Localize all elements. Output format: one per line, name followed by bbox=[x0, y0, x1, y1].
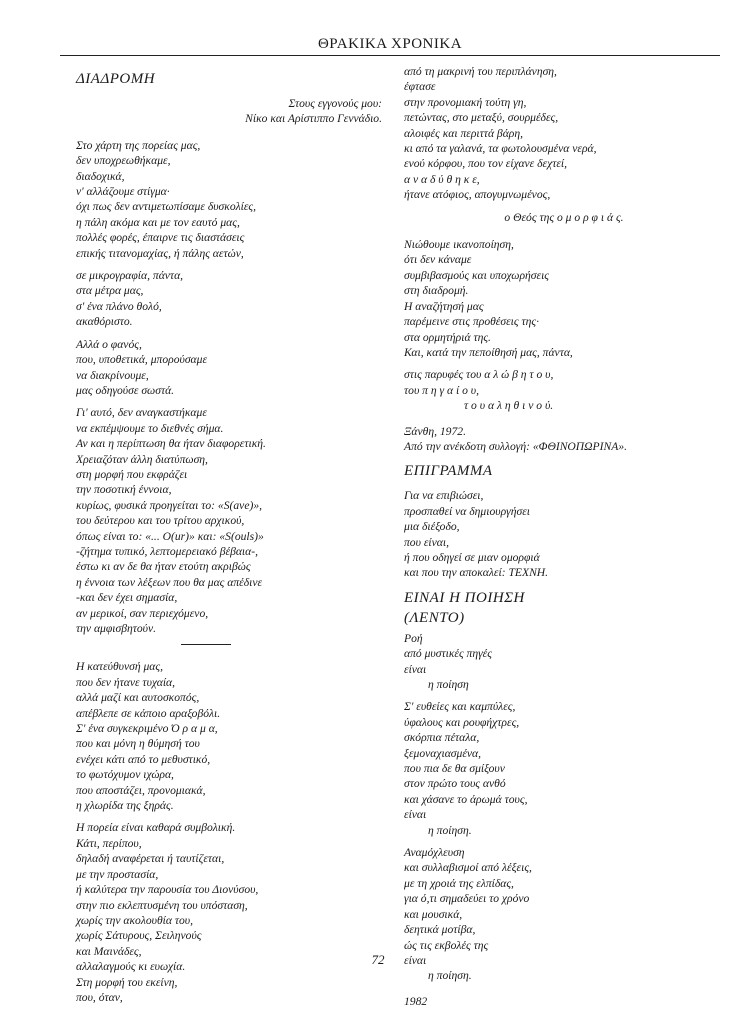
verse-line: απέβλεπε σε κάποιο αραξοβόλι. bbox=[76, 706, 221, 720]
verse-line: Ροή bbox=[404, 631, 423, 645]
stanza-spaced bbox=[404, 367, 724, 413]
stanza bbox=[76, 138, 382, 261]
verse-line: σκόρπια πέταλα, bbox=[404, 731, 480, 745]
poem-year: 1982 bbox=[404, 994, 428, 1008]
verse-line: αν μερικοί, σαν περιεχόμενο, bbox=[76, 606, 209, 620]
verse-line: του δεύτερου και του τρίτου αρχικού, bbox=[76, 514, 245, 528]
refrain: η ποίηση. bbox=[428, 969, 472, 983]
verse-line: με τη χροιά της ελπίδας, bbox=[404, 876, 514, 890]
verse-line: σε μικρογραφία, πάντα, bbox=[76, 269, 184, 283]
stanza bbox=[404, 699, 724, 838]
verse-line: την ποσοτική έννοια, bbox=[76, 483, 172, 497]
stanza bbox=[76, 268, 382, 330]
verse-line: ξεμοναχιασμένα, bbox=[404, 746, 482, 760]
verse-line: επικής τιτανομαχίας, ή πάλης αετών, bbox=[76, 246, 244, 260]
verse-line: Αναμόχλευση bbox=[404, 846, 465, 860]
verse-line: Σ' ένα συγκεκριμένο Ό ρ α μ α, bbox=[76, 722, 218, 736]
verse-line: Ξάνθη, 1972. bbox=[404, 424, 466, 438]
verse-line: διαδοχικά, bbox=[76, 169, 125, 183]
verse-line: α ν α δ ύ θ η κ ε, bbox=[404, 172, 480, 186]
verse-line: -ζήτημα τυπικό, λεπτομερειακό βέβαια-, bbox=[76, 544, 258, 558]
verse-line: είναι bbox=[404, 808, 427, 822]
verse-line: και συλλαβισμοί από λέξεις, bbox=[404, 861, 532, 875]
verse-line: μας οδηγούσε σωστά. bbox=[76, 383, 175, 397]
verse-line: όχι πως δεν αντιμετωπίσαμε δυσκολίες, bbox=[76, 200, 257, 214]
verse-line: Από την ανέκδοτη συλλογή: «ΦΘΙΝΟΠΩΡΙΝΑ». bbox=[404, 439, 628, 453]
verse-line: Νιώθουμε ικανοποίηση, bbox=[404, 238, 514, 252]
verse-line: Κάτι, περίπου, bbox=[76, 836, 142, 850]
verse-line: Και, κατά την πεποίθησή μας, πάντα, bbox=[404, 345, 573, 359]
verse-line: αλλά μαζί και αυτοσκοπός, bbox=[76, 691, 200, 705]
section-divider bbox=[181, 644, 231, 645]
verse-line: για ό,τι σημαδεύει το χρόνο bbox=[404, 892, 530, 906]
verse-line: μια διέξοδο, bbox=[404, 520, 460, 534]
verse-line: τ ο υ α λ η θ ι ν ο ύ. bbox=[464, 399, 554, 413]
verse-line: και Μαινάδες, bbox=[76, 944, 142, 958]
verse-line: στα ορμητήριά της. bbox=[404, 330, 491, 344]
verse-line: στην προνομιακή τούτη γη, bbox=[404, 95, 527, 109]
verse-line: Στο χάρτη της πορείας μας, bbox=[76, 138, 201, 152]
verse-line: και που την αποκαλεί: ΤΕΧΝΗ. bbox=[404, 566, 549, 580]
verse-line: να διακρίνουμε, bbox=[76, 368, 149, 382]
verse-line: Η κατεύθυνσή μας, bbox=[76, 660, 163, 674]
verse-line: στον πρώτο τους ανθό bbox=[404, 777, 506, 791]
god-line: ο Θεός της ο μ ο ρ φ ι ά ς. bbox=[504, 210, 624, 224]
stanza-lines bbox=[404, 699, 724, 822]
verse-line: Χρειαζόταν άλλη διατύπωση, bbox=[76, 452, 208, 466]
verse-line: στη μορφή που εκφράζει bbox=[76, 467, 188, 481]
verse-line: ν' αλλάζουμε στίγμα· bbox=[76, 185, 170, 199]
verse-line: ενέχει κάτι από το μεθυστικό, bbox=[76, 752, 211, 766]
verse-line: χωρίς την ακολουθία του, bbox=[76, 913, 194, 927]
verse-line: ή καλύτερα την παρουσία του Διονύσου, bbox=[76, 883, 259, 897]
verse-line: το φωτόχυμον ιχώρα, bbox=[76, 768, 174, 782]
verse-line: πετώντας, στο μεταξύ, σουρμέδες, bbox=[404, 111, 559, 125]
verse-line: να εκπέμψουμε το διεθνές σήμα. bbox=[76, 421, 224, 435]
verse-line: στις παρυφές του α λ ώ β η τ ο υ, bbox=[404, 368, 554, 382]
verse-line: δεν υποχρεωθήκαμε, bbox=[76, 154, 171, 168]
verse-line: αλοιφές και περιττά βάρη, bbox=[404, 126, 524, 140]
verse-line: η έννοια των λέξεων που θα μας απέδινε bbox=[76, 575, 263, 589]
left-column bbox=[76, 64, 382, 1012]
verse-line: ενού κόρφου, που τον είχανε δεχτεί, bbox=[404, 157, 568, 171]
verse-line: Στη μορφή του εκείνη, bbox=[76, 975, 178, 989]
refrain: η ποίηση bbox=[428, 678, 469, 691]
stanza bbox=[404, 237, 724, 360]
verse-line: προσπαθεί να δημιουργήσει bbox=[404, 504, 530, 518]
verse-line: και χάσανε το άρωμά τους, bbox=[404, 792, 528, 806]
verse-line: με την προστασία, bbox=[76, 867, 159, 881]
verse-line: από μυστικές πηγές bbox=[404, 647, 492, 661]
verse-line: ώς τις εκβολές της bbox=[404, 938, 489, 952]
poem-subtitle-lento: (ΛΕΝΤΟ) bbox=[404, 609, 465, 626]
verse-line: που, όταν, bbox=[76, 990, 123, 1004]
verse-line: ήτανε ατόφιος, απογυμνωμένος, bbox=[404, 188, 551, 202]
verse-line: όπως είναι το: «... O(ur)» και: «S(ouls)» bbox=[76, 529, 264, 543]
verse-line: Γι' αυτό, δεν αναγκαστήκαμε bbox=[76, 406, 207, 420]
verse-line: Η πορεία είναι καθαρά συμβολική. bbox=[76, 821, 236, 835]
verse-line: από τη μακρινή του περιπλάνηση, bbox=[404, 65, 557, 78]
page-number: 72 bbox=[371, 952, 385, 967]
verse-line: την αμφισβητούν. bbox=[76, 622, 157, 635]
verse-line: ύφαλους και ρουφήχτρες, bbox=[404, 715, 520, 729]
verse-line: χωρίς Σάτυρους, Σειληνούς bbox=[76, 929, 202, 943]
verse-line: Αν και η περίπτωση θα ήταν διαφορετική. bbox=[76, 437, 266, 451]
stanzas-left bbox=[76, 138, 382, 637]
stanza bbox=[76, 405, 382, 636]
stanza bbox=[404, 488, 724, 580]
verse-line: κι από τα γαλανά, τα φωτολουσμένα νερά, bbox=[404, 142, 597, 156]
verse-line: έφτασε bbox=[404, 80, 436, 94]
verse-line: η χλωρίδα της ξηράς. bbox=[76, 799, 174, 813]
stanza bbox=[76, 659, 382, 813]
dedication-line: Νίκο και Αρίστιππο Γεννάδιο. bbox=[245, 112, 382, 126]
stanza bbox=[76, 337, 382, 399]
verse-line: Η αναζήτησή μας bbox=[404, 299, 484, 313]
refrain: η ποίηση. bbox=[428, 823, 472, 837]
verse-line: έστω κι αν δε θα ήταν ετούτη ακριβώς bbox=[76, 560, 251, 574]
verse-line: δεητικά μοτίβα, bbox=[404, 923, 476, 937]
verse-line: αλλαλαγμούς κι ευωχία. bbox=[76, 960, 186, 974]
verse-line: Για να επιβιώσει, bbox=[404, 489, 484, 503]
verse-line: στα μέτρα μας, bbox=[76, 284, 144, 298]
verse-line: πολλές φορές, έπαιρνε τις διαστάσεις bbox=[76, 231, 245, 245]
right-column bbox=[404, 64, 724, 1016]
verse-line: και μουσικά, bbox=[404, 907, 463, 921]
verse-line: που, υποθετικά, μπορούσαμε bbox=[76, 353, 208, 367]
poem-title-diadromi: ΔΙΑΔΡΟΜΗ bbox=[76, 71, 156, 87]
stanza-lines bbox=[404, 845, 724, 968]
verse-line: που είναι, bbox=[404, 535, 449, 549]
verse-line: στην πιο εκλεπτυσμένη του υπόσταση, bbox=[76, 898, 248, 912]
verse-line: δηλαδή αναφέρεται ή ταυτίζεται, bbox=[76, 852, 225, 866]
signature bbox=[404, 424, 724, 455]
dedication-line: Στους εγγονούς μου: bbox=[288, 97, 382, 110]
verse-line: ή που οδηγεί σε μιαν ομορφιά bbox=[404, 550, 540, 564]
verse-line: που πια δε θα σμίξουν bbox=[404, 762, 505, 776]
verse-line: που δεν ήτανε τυχαία, bbox=[76, 675, 176, 689]
running-header: ΘΡΑΚΙΚΑ ΧΡΟΝΙΚΑ bbox=[317, 36, 463, 52]
stanza bbox=[404, 64, 724, 203]
verse-line: που και μόνη η θύμησή του bbox=[76, 737, 200, 751]
header-rule bbox=[60, 55, 720, 56]
stanza bbox=[404, 631, 724, 693]
verse-line: σ' ένα πλάνο θολό, bbox=[76, 299, 162, 313]
verse-line: είναι bbox=[404, 662, 427, 676]
poem-title-epigramma: ΕΠΙΓΡΑΜΜΑ bbox=[404, 463, 493, 480]
stanza-lines bbox=[404, 631, 724, 677]
verse-line: που αποστάζει, προνομιακά, bbox=[76, 783, 206, 797]
verse-line: συμβιβασμούς και υποχωρήσεις bbox=[404, 268, 550, 282]
verse-line: ότι δεν κάναμε bbox=[404, 253, 472, 267]
verse-line: Αλλά ο φανός, bbox=[76, 337, 142, 351]
verse-line: ακαθόριστο. bbox=[76, 315, 133, 329]
verse-line: παρέμεινε στις προθέσεις της· bbox=[404, 315, 539, 329]
poem-title-einai-i-poiisi: ΕΙΝΑΙ Η ΠΟΙΗΣΗ bbox=[404, 589, 525, 606]
verse-line: κυρίως, φυσικά προηγείται το: «S(ave)», bbox=[76, 498, 263, 512]
verse-line: του π η γ α ί ο υ, bbox=[404, 383, 480, 397]
verse-line: -και δεν έχει σημασία, bbox=[76, 591, 178, 605]
dedication bbox=[76, 96, 382, 127]
verse-line: Σ' ευθείες και καμπύλες, bbox=[404, 700, 516, 714]
verse-line: είναι bbox=[404, 953, 427, 967]
verse-line: στη διαδρομή. bbox=[404, 284, 469, 298]
stanza bbox=[76, 820, 382, 1005]
verse-line: η πάλη ακόμα και με τον εαυτό μας, bbox=[76, 215, 240, 229]
